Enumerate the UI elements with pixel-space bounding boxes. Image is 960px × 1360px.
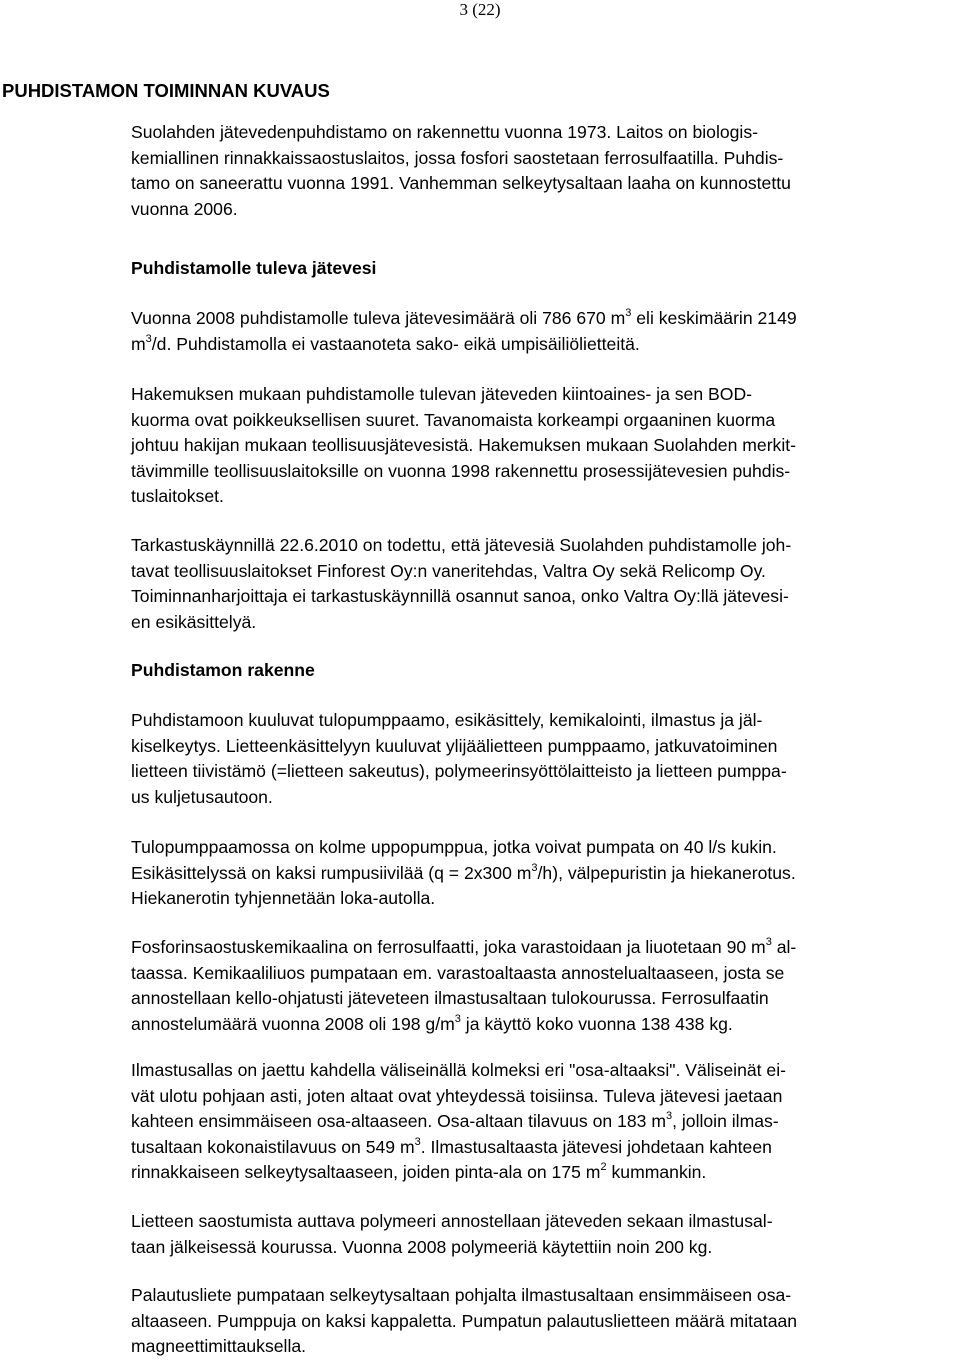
text-line: annostelumäärä vuonna 2008 oli 198 $g/m^3$ ja käyttö koko vuonna 138 438 kg. — [131, 1012, 733, 1034]
subheading-title: Puhdistamon rakenne — [131, 660, 315, 680]
page-number: 3 (22) — [459, 0, 501, 19]
text-line: Toiminnanharjoittaja ei tarkastuskäynnillä osannut sanoa, onko Valtra Oy:llä jätevesi- — [131, 586, 789, 606]
text-line: kiselkeytys. Lietteenkäsittelyyn kuuluvat ylijäälietteen pumppaamo, jatkuvatoiminen — [131, 735, 778, 756]
subheading-plant-structure — [131, 658, 959, 682]
text-line: Hakemuksen mukaan puhdistamolle tulevan jäteveden kiintoaines- ja sen BOD- — [131, 384, 753, 404]
text-line: Hiekanerotin tyhjennetään loka-autolla. — [131, 888, 436, 908]
text-line: annostellaan kello-ohjatusti jäteveteen ilmastusaltaan tulokourussa. Ferrosulfaatin — [131, 988, 769, 1008]
text-line: rinnakkaiseen selkeytysaltaaseen, joiden pinta-ala on 175 $m^2$ kummankin. — [131, 1161, 707, 1182]
text-line: magneettimittauksella. — [131, 1336, 307, 1356]
text-line: $m^3/d$. Puhdistamolla ei vastaanoteta sako- eikä umpisäiliölietteitä. — [131, 332, 640, 354]
text-line: Puhdistamoon kuuluvat tulopumppaamo, esikäsittely, kemikalointi, ilmastus ja jäl- — [131, 710, 763, 730]
text-line: kahteen ensimmäiseen osa-altaaseen. Osa-altaan tilavuus on 183 $m^3$, jolloin ilmas- — [131, 1110, 779, 1131]
text-line: lietteen tiivistämö (=lietteen sakeutus), polymeerinsyöttölaitteisto ja lietteen pumppa- — [131, 761, 787, 781]
text-line: Ilmastusallas on jaettu kahdella väliseinällä kolmeksi eri "osa-altaaksi". Väliseinät ei- — [131, 1060, 786, 1080]
text-line: en esikäsittelyä. — [131, 611, 257, 632]
intro-paragraph — [131, 120, 959, 222]
text-line: Tulopumppaamossa on kolme uppopumppua, jotka voivat pumpata on 40 l/s kukin. — [131, 837, 777, 857]
subheading-incoming-wastewater — [131, 256, 959, 280]
text-line: Vuonna 2008 puhdistamolle tuleva jätevesimäärä oli 786 670 $m^3$ eli keskimäärin 2149 — [131, 307, 797, 328]
incoming-volume-paragraph — [131, 306, 959, 357]
text-line: tävimmille teollisuuslaitoksille on vuonna 1998 rakennettu prosessijätevesien puhdis- — [131, 460, 791, 481]
text-line: Palautusliete pumpataan selkeytysaltaan pohjalta ilmastusaltaan ensimmäiseen osa- — [131, 1285, 792, 1305]
text-line: Fosforinsaostuskemikaalina on ferrosulfaatti, joka varastoidaan ja liuotetaan 90 $m^3$ al- — [131, 936, 797, 957]
text-line: us kuljetusautoon. — [131, 786, 273, 807]
text-line: tuslaitokset. — [131, 486, 224, 506]
text-line: vuonna 2006. — [131, 198, 238, 219]
text-line: kuorma ovat poikkeuksellisen suuret. Tavanomaista korkeampi orgaaninen kuorma — [131, 409, 776, 430]
load-paragraph — [131, 382, 959, 510]
text-line: tavat teollisuuslaitokset Finforest Oy:n vaneritehdas, Valtra Oy sekä Relicomp Oy. — [131, 560, 766, 581]
text-line: vät ulotu pohjaan asti, joten altaat ovat yhteydessä toisiinsa. Tuleva jätevesi jaetaan — [131, 1085, 783, 1106]
text-line: Tarkastuskäynnillä 22.6.2010 on todettu, että jätevesiä Suolahden puhdistamolle joh- — [131, 535, 792, 555]
text-line: tusaltaan kokonaistilavuus on 549 $m^3$. Ilmastusaltaasta jätevesi johdetaan kahteen — [131, 1135, 772, 1157]
chemical-paragraph — [131, 935, 959, 1037]
return-sludge-paragraph — [131, 1283, 959, 1360]
subheading-title: Puhdistamolle tuleva jätevesi — [131, 258, 377, 278]
text-line: Suolahden jätevedenpuhdistamo on rakennettu vuonna 1973. Laitos on biologis- — [131, 122, 759, 142]
text-line: altaaseen. Pumppuja on kaksi kappaletta. Pumpatun palautuslietteen määrä mitataan — [131, 1310, 798, 1331]
pumping-paragraph — [131, 835, 959, 912]
text-line: taassa. Kemikaaliliuos pumpataan em. varastoaltaasta annostelualtaaseen, josta se — [131, 962, 785, 983]
polymer-paragraph — [131, 1209, 959, 1260]
text-line: taan jälkeisessä kourussa. Vuonna 2008 polymeeriä käytettiin noin 200 kg. — [131, 1236, 713, 1257]
text-line: kemiallinen rinnakkaissaostuslaitos, jossa fosfori saostetaan ferrosulfaatilla. Puhdis- — [131, 147, 784, 168]
text-line: johtuu hakijan mukaan teollisuusjätevesistä. Hakemuksen mukaan Suolahden merkit- — [131, 435, 797, 455]
inspection-paragraph — [131, 533, 959, 635]
aeration-paragraph — [131, 1058, 959, 1186]
structure-paragraph — [131, 708, 959, 810]
section-title: PUHDISTAMON TOIMINNAN KUVAUS — [2, 80, 330, 101]
text-line: Esikäsittelyssä on kaksi rumpusiivilää (q = 2x300 $m^3/h$), välpepuristin ja hiekanerotus. — [131, 861, 796, 883]
text-line: tamo on saneerattu vuonna 1991. Vanhemman selkeytysaltaan laaha on kunnostettu — [131, 173, 791, 193]
text-line: Lietteen saostumista auttava polymeeri annostellaan jäteveden sekaan ilmastusal- — [131, 1211, 773, 1231]
